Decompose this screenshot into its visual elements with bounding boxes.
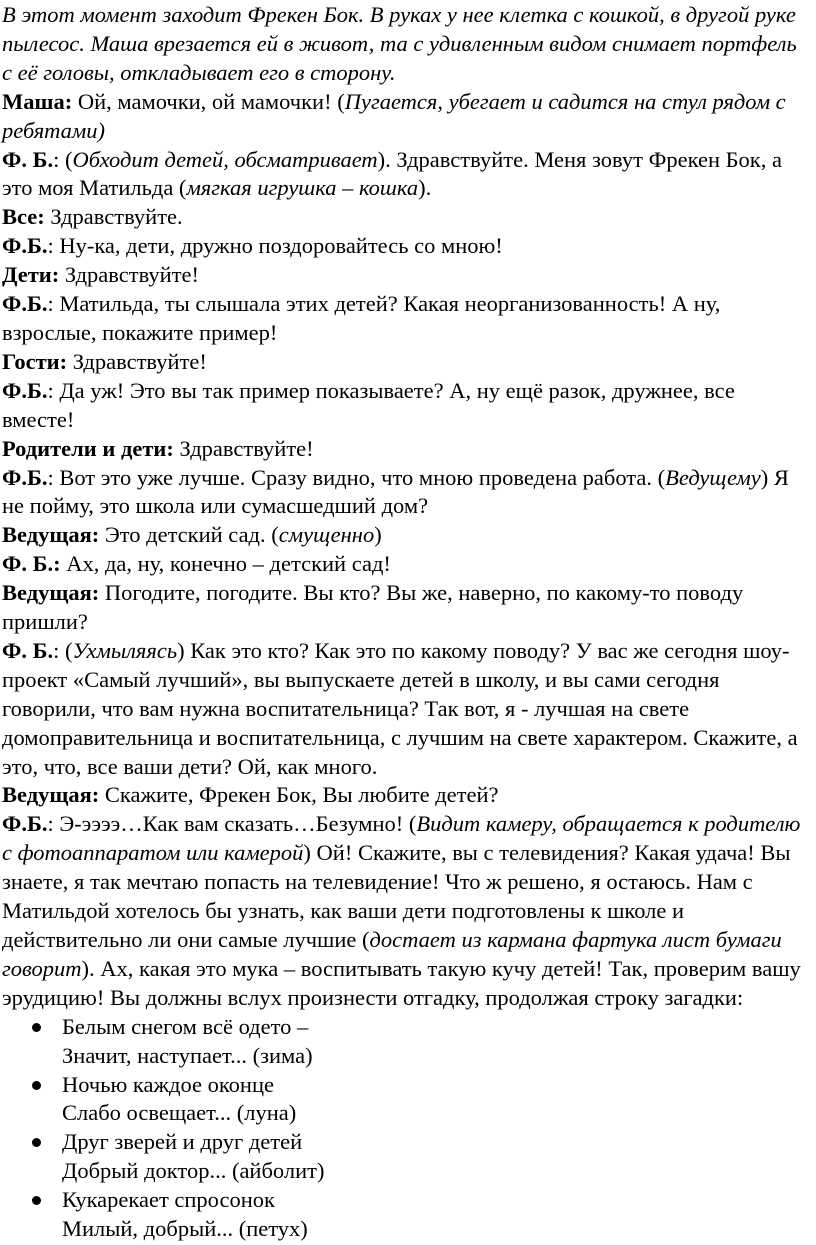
riddle-answer-line: Добрый доктор... (айболит) <box>62 1158 325 1184</box>
riddle-answer-line: Слабо освещает... (луна) <box>62 1100 297 1126</box>
speaker-label: Ф. Б. <box>2 637 54 663</box>
dialogue-all <box>2 203 810 232</box>
dialogue-host <box>2 521 810 550</box>
riddle-item <box>62 1186 810 1244</box>
riddle-answer-line: Милый, добрый... (петух) <box>62 1216 308 1242</box>
stage-direction: достает из кармана фартука лист бумаги говорит <box>2 927 782 981</box>
riddle-line: Кукарекает спросонок <box>62 1187 275 1213</box>
bullet-icon <box>32 1081 41 1090</box>
dialogue-host <box>2 579 810 637</box>
dialogue-text: Это детский сад. ( <box>99 522 279 548</box>
stage-direction-entrance <box>2 1 810 88</box>
dialogue-text: ). Здравствуйте. Меня зовут Фрекен Бок, а это моя Матильда ( <box>2 146 782 201</box>
riddle-line: Белым снегом всё одето – <box>62 1013 309 1039</box>
speaker-label: Ф.Б. <box>2 377 48 403</box>
stage-direction: Ведущему <box>665 464 761 490</box>
stage-direction: Пугается, убегает и садится на стул рядом с ребятами) <box>2 88 786 143</box>
speaker-label: Ведущая: <box>2 782 100 808</box>
stage-direction: смущенно <box>278 522 375 548</box>
dialogue-text: : ( <box>53 146 73 172</box>
dialogue-text: Здравствуйте! <box>67 348 207 374</box>
speaker-label: Маша: <box>2 88 73 114</box>
dialogue-text: Ах, да, ну, конечно – детский сад! <box>60 551 391 577</box>
speaker-label: Родители и дети: <box>2 435 174 461</box>
speaker-label: Ф. Б.: <box>2 551 61 577</box>
riddle-item <box>62 1013 810 1071</box>
dialogue-parents-children <box>2 435 810 464</box>
bullet-icon <box>32 1196 41 1205</box>
speaker-label: Ф.Б. <box>2 811 48 837</box>
speaker-label: Ф. Б. <box>2 146 54 172</box>
dialogue-guests <box>2 348 810 377</box>
speaker-label: Гости: <box>2 348 68 374</box>
stage-direction: мягкая игрушка – кошка <box>186 175 419 201</box>
stage-direction: Видит камеру, обращается к родителю с фотоаппаратом или камерой <box>2 811 801 866</box>
riddle-item <box>62 1128 810 1186</box>
dialogue-text: Ой, мамочки, ой мамочки! ( <box>72 88 345 114</box>
dialogue-freken-bok <box>2 232 810 261</box>
dialogue-freken-bok <box>2 464 810 522</box>
bullet-icon <box>32 1138 41 1147</box>
dialogue-text: Здравствуйте! <box>59 262 200 288</box>
riddle-item <box>62 1071 810 1129</box>
dialogue-text: ). <box>418 175 432 201</box>
dialogue-text: Здравствуйте. <box>44 204 183 230</box>
stage-direction-text: В этот момент заходит Фрекен Бок. В руках у нее клетка с кошкой, в другой руке пылесос. Маша врезается ей в живот, та с удивленным видом снимает портфель с её головы, откладывает его в сторону. <box>2 2 797 85</box>
dialogue-freken-bok <box>2 290 810 348</box>
dialogue-text: : Вот это уже лучше. Сразу видно, что мною проведена работа. ( <box>47 464 666 490</box>
riddle-line: Друг зверей и друг детей <box>62 1129 303 1155</box>
speaker-label: Ведущая: <box>2 522 100 548</box>
dialogue-host <box>2 781 810 810</box>
speaker-label: Дети: <box>2 262 60 288</box>
dialogue-text: ) Я не пойму, это школа или сумасшедший дом? <box>2 464 789 519</box>
riddle-answer-line: Значит, наступает... (зима) <box>62 1042 313 1068</box>
dialogue-text: ). Ах, какая это мука – воспитывать такую кучу детей! Так, проверим вашу эрудицию! Вы должны вслух произнести отгадку, продолжая строку загадки: <box>2 955 801 1010</box>
dialogue-text: Здравствуйте! <box>173 435 314 461</box>
dialogue-freken-bok <box>2 637 810 782</box>
riddle-list <box>2 1013 810 1244</box>
dialogue-masha <box>2 88 810 146</box>
speaker-label: Все: <box>2 204 45 230</box>
speaker-label: Ведущая: <box>2 580 100 606</box>
dialogue-text: Скажите, Фрекен Бок, Вы любите детей? <box>99 782 499 808</box>
dialogue-text: : Матильда, ты слышала этих детей? Какая неорганизованность! А ну, взрослые, покажите пример! <box>2 291 721 345</box>
dialogue-text: : Ну-ка, дети, дружно поздоровайтесь со мною! <box>47 233 503 259</box>
dialogue-text: Погодите, погодите. Вы кто? Вы же, наверно, по какому-то поводу пришли? <box>2 580 744 635</box>
dialogue-children <box>2 261 810 290</box>
dialogue-freken-bok <box>2 810 810 1012</box>
speaker-label: Ф.Б. <box>2 233 48 259</box>
stage-direction: Ухмыляясь <box>72 637 178 663</box>
speaker-label: Ф.Б. <box>2 291 48 317</box>
bullet-icon <box>32 1023 41 1032</box>
dialogue-text: : Да уж! Это вы так пример показываете? А, ну ещё разок, дружнее, все вместе! <box>2 377 735 432</box>
dialogue-freken-bok <box>2 377 810 435</box>
dialogue-freken-bok <box>2 146 810 204</box>
dialogue-text: ) Ой! Скажите, вы с телевидения? Какая удача! Вы знаете, я так мечтаю попасть на телевидение! Что ж решено, я остаюсь. Нам с Матильдой хотелось бы узнать, как ваши дети подготовлены к школе и действительно ли они самые лучшие ( <box>2 840 791 952</box>
speaker-label: Ф.Б. <box>2 464 48 490</box>
dialogue-text: ) <box>374 522 382 548</box>
riddle-line: Ночью каждое оконце <box>62 1071 274 1097</box>
dialogue-text: : ( <box>53 637 73 663</box>
dialogue-text: ) Как это кто? Как это по какому поводу? У вас же сегодня шоу-проект «Самый лучший», вы выпускаете детей в школу, и вы сами сегодня говорили, что вам нужна воспитательница? Так вот, я - лучшая на свете домоправительница и воспитательница, с лучшим на свете характером. Скажите, а это, что, все ваши дети? Ой, как много. <box>2 637 798 779</box>
dialogue-freken-bok <box>2 550 810 579</box>
dialogue-text: : Э-ээээ…Как вам сказать…Безумно! ( <box>47 811 417 837</box>
stage-direction: Обходит детей, обсматривает <box>72 146 378 172</box>
